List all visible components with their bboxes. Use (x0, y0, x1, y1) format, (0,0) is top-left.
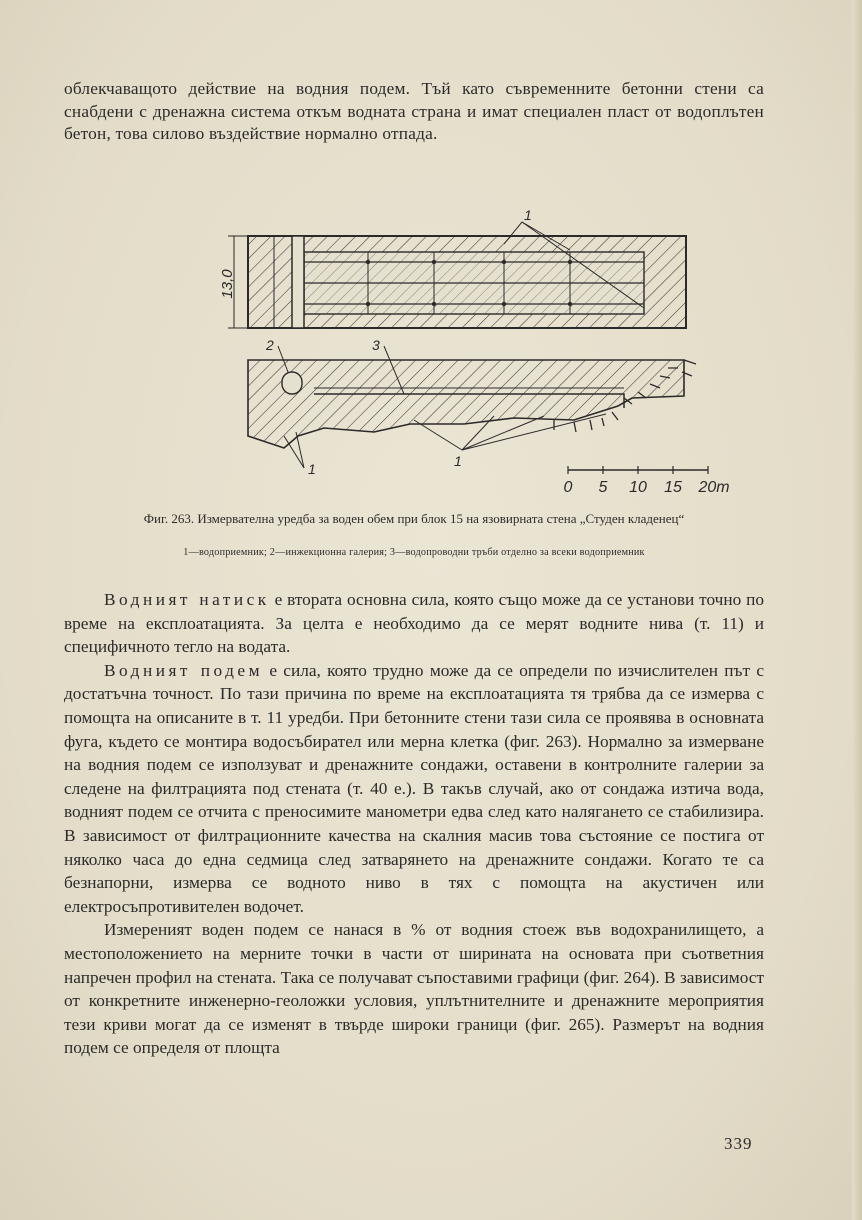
paragraph-text: е сила, която трудно може да се определи по изчислителен път с достатъчна точност. По тази причина по време на експлоатацията тя трябва да се измерва с помощта на описаните в т. 11 уредби. При бетонните стени тази сила се проявява в основната фуга, където се монтира водосъбирател или мерна клетка (фиг. 263). Нормално за измерване на водния подем се използуват и дренажните сондажи, оставени в контролните галерии за следене на филтрацията под стената (т. 40 е.). В такъв случай, ако от сондажа изтича вода, водният подем се отчита с преносимите манометри едва след като налягането се стабилизира. В зависимост от филтрационните качества на скалния масив това състояние се постига от няколко часа до една седмица след затварянето на дренажните сондажи. Когато те са безнапорни, измерва се водното ниво в тях с помощта на акустичен или електросъпротивителен водочет. (64, 660, 764, 916)
paragraph-text: Измереният воден подем се нанася в % от водния стоеж във водохранилището, а местоположението на мерните точки в части от ширината на основата при съответния напречен профил на стената. Така се получават съпоставими графици (фиг. 264). В зависимост от конкретните инженерно-геоложки условия, уплътнителните и дренажните мероприятия тези криви могат да се изменят в твърде широки граници (фиг. 265). Размерът на водния подем се определя от площта (64, 920, 764, 1058)
scale-label-15: 15 (664, 479, 682, 496)
dimension-label: 13,0 (219, 269, 236, 299)
callout-top: 1 (524, 207, 532, 223)
page-number: 339 (724, 1134, 753, 1153)
plan-view (248, 222, 686, 328)
figure-legend: 1—водоприемник; 2—инжекционна галерия; 3—водопроводни тръби отделно за всеки водоприемник (183, 547, 645, 558)
term-uplift: Водният подем (104, 660, 264, 680)
scale-bar (564, 466, 730, 496)
figure-263-diagram (214, 207, 754, 500)
scale-label-0: 0 (563, 479, 573, 496)
dimension-marker (219, 236, 248, 328)
body-text (64, 588, 764, 1060)
paragraph-water-pressure (64, 588, 764, 659)
paragraph-uplift (64, 659, 764, 919)
callout-gallery: 2 (266, 337, 274, 353)
cross-section (248, 346, 696, 468)
top-paragraph: облекчаващото действие на водния подем. Тъй като съвременните бетонни стени са снабдени с дренажна система откъм водната страна и имат специален пласт от водоплътен бетон, това силово въздействие нормално отпада. (64, 79, 764, 143)
page-edge (852, 0, 862, 1220)
paragraph-measured-uplift (64, 918, 764, 1060)
callout-pipes: 3 (372, 337, 380, 353)
scale-label-5: 5 (598, 479, 608, 496)
callout-left-bottom: 1 (308, 461, 316, 477)
scale-label-20m: 20m (698, 479, 730, 496)
term-water-pressure: Водният натиск (104, 590, 270, 609)
paragraph-text: е втората основна сила, която също може да се установи точно по време на експлоатацията. За целта е необходимо да се мерят водните нива (т. 11) и специфичното тегло на водата. (64, 590, 764, 657)
scale-label-10: 10 (629, 479, 647, 496)
callout-bottom: 1 (454, 453, 462, 469)
figure-caption: Фиг. 263. Измервателна уредба за воден обем при блок 15 на язовирната стена „Студен кладенец“ (143, 511, 685, 526)
